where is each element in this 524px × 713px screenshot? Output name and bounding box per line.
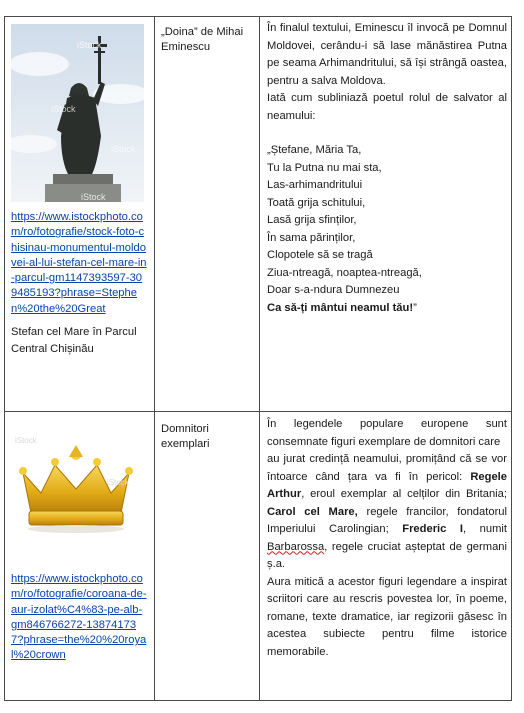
verse-line: Toată grija schitului,: [267, 196, 366, 209]
lead-paragraph: Iată cum subliniază poetul rolul de salvator al neamului:: [267, 92, 507, 122]
table-row: [5, 412, 512, 701]
svg-text:iStock: iStock: [15, 436, 37, 445]
verse-line: Tu la Putna nu mai sta,: [267, 161, 382, 174]
svg-text:iStock: iStock: [111, 144, 136, 154]
verse-line: „Ștefane, Măria Ta,: [267, 144, 362, 156]
verse-line: În sama părinților,: [267, 231, 356, 244]
svg-text:iStock: iStock: [107, 478, 129, 487]
verse-line-final: Ca să-ți mântui neamul tău!”: [267, 301, 417, 314]
topic-cell: [155, 412, 260, 701]
image-cell: [5, 17, 155, 412]
statue-photo: [11, 24, 144, 202]
table-row: [5, 17, 512, 412]
verse-line: Las-arhimandritului: [267, 179, 363, 191]
image-cell: [5, 412, 155, 701]
text-cell: [260, 17, 512, 412]
topic-cell: [155, 17, 260, 412]
verse-line: Ziua-ntreagă, noaptea-ntreagă,: [267, 266, 422, 279]
svg-text:iStock: iStock: [51, 104, 76, 114]
intro-paragraph: În finalul textului, Eminescu îl invocă pe Domnul Moldovei, cerându-i să lase mănăstirea Putna pe seama Arhimandritului, să își strângă oastea, pentru a salva Moldova.: [267, 22, 507, 87]
verse-line: Doar s-a-ndura Dumnezeu: [267, 284, 400, 296]
legend-paragraph-3: Aura mitică a acestor figuri legendare a inspirat scriitori care au rescris povestea lor, în poeme, romane, texte dramatice, iar regizorii găsesc în acestea subiecte pentru filme istorice memorabile.: [267, 575, 507, 658]
svg-text:iStock: iStock: [81, 192, 106, 202]
image-source-link[interactable]: https://www.istockphoto.com/ro/fotografie/stock-foto-chisinau-monumentul-moldovei-al-lui-stefan-cel-mare-in-parcul-gm1147393597-309485193?phrase=Stephen%20the%20Great: [11, 211, 147, 315]
text-cell: [260, 412, 512, 701]
spellcheck-word: Barbarossa: [267, 540, 325, 553]
legend-paragraph-2: au jurat credință neamului, promițând că se vor întoarce când țara va fi în pericol: Regele Arthur, eroul exemplar al celților din Britania; Carol cel Mare, regele francilor, fondatorul Imperiului Carolingian; Frederic I, numit Barbarossa, regele cruciat așteptat de germani ș.a.: [267, 453, 508, 570]
topic-title: Domnitori exemplari: [161, 423, 210, 450]
image-caption: Stefan cel Mare în Parcul Central Chișinău: [11, 326, 137, 356]
watermark-text: iStock: [77, 40, 102, 50]
content-table: [4, 16, 512, 701]
legend-paragraph-1: În legendele populare europene sunt consemnate figuri exemplare de domnitori care: [267, 418, 507, 448]
crown-image: [11, 425, 141, 541]
topic-title: „Doina” de Mihai Eminescu: [161, 26, 244, 53]
verse-line: Lasă grija sfinților,: [267, 214, 357, 226]
image-source-link[interactable]: https://www.istockphoto.com/ro/fotografie/coroana-de-aur-izolat%C4%83-pe-alb-gm846766272-138741737?phrase=the%20%20royal%20crown: [11, 573, 147, 662]
verse-line: Clopotele să se tragă: [267, 249, 373, 261]
